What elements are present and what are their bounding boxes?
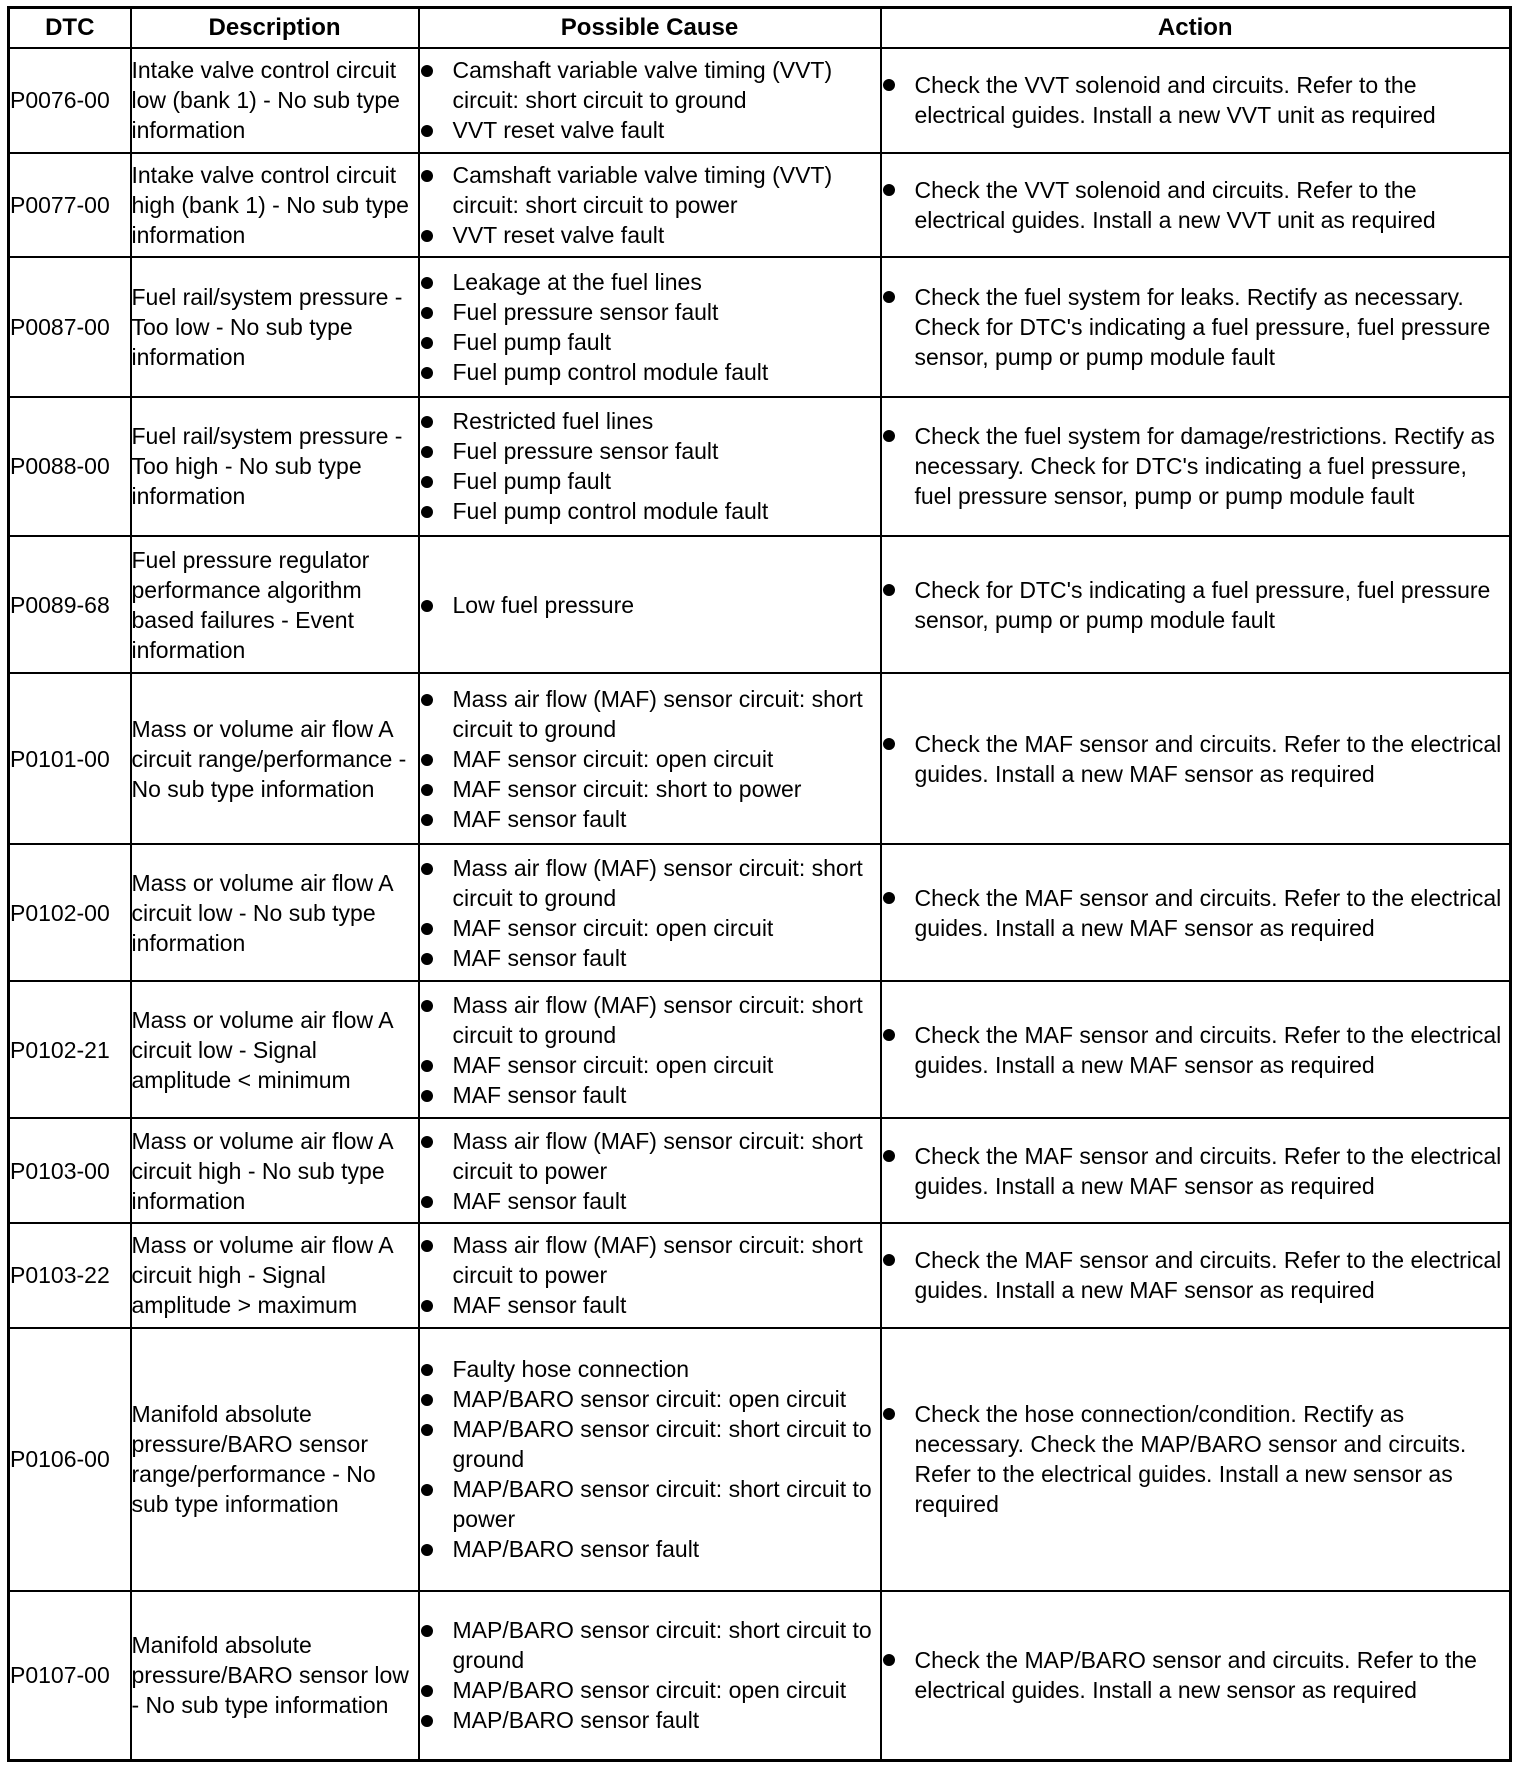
dtc-description: Mass or volume air flow A circuit low - No sub type information — [131, 844, 419, 981]
cause-item: Mass air flow (MAF) sensor circuit: short circuit to ground — [420, 990, 880, 1050]
cause-item: MAF sensor circuit: short to power — [420, 774, 880, 804]
dtc-description: Fuel rail/system pressure - Too high - No sub type information — [131, 397, 419, 536]
action-item: Check the MAF sensor and circuits. Refer to the electrical guides. Install a new MAF sensor as required — [882, 1141, 1510, 1201]
action-item: Check the VVT solenoid and circuits. Refer to the electrical guides. Install a new VVT unit as required — [882, 70, 1510, 130]
action-list — [882, 1141, 1510, 1201]
action-item: Check the MAF sensor and circuits. Refer to the electrical guides. Install a new MAF sensor as required — [882, 1245, 1510, 1305]
cause-list — [420, 1230, 880, 1320]
action-list — [882, 175, 1510, 235]
dtc-code: P0077-00 — [9, 153, 131, 258]
cause-item: Fuel pump fault — [420, 327, 880, 357]
dtc-code: P0088-00 — [9, 397, 131, 536]
cause-item: MAF sensor circuit: open circuit — [420, 744, 880, 774]
table-body — [9, 48, 1511, 1761]
cause-list — [420, 590, 880, 620]
cause-list — [420, 267, 880, 387]
dtc-code: P0089-68 — [9, 536, 131, 673]
cause-item: MAF sensor fault — [420, 943, 880, 973]
action-cell — [881, 257, 1511, 396]
action-list — [882, 421, 1510, 511]
cause-item: Faulty hose connection — [420, 1354, 880, 1384]
action-cell — [881, 1328, 1511, 1591]
action-cell — [881, 48, 1511, 153]
possible-cause-cell — [419, 257, 881, 396]
cause-item: Fuel pressure sensor fault — [420, 297, 880, 327]
cause-item: MAP/BARO sensor circuit: short circuit to ground — [420, 1615, 880, 1675]
possible-cause-cell — [419, 981, 881, 1118]
table-row — [9, 397, 1511, 536]
action-list — [882, 1645, 1510, 1705]
cause-item: Low fuel pressure — [420, 590, 880, 620]
cause-item: MAF sensor fault — [420, 1290, 880, 1320]
action-cell — [881, 844, 1511, 981]
table-row — [9, 1591, 1511, 1761]
cause-list — [420, 1354, 880, 1564]
action-list — [882, 1245, 1510, 1305]
dtc-description: Mass or volume air flow A circuit high - No sub type information — [131, 1118, 419, 1223]
action-item: Check the MAF sensor and circuits. Refer to the electrical guides. Install a new MAF sensor as required — [882, 729, 1510, 789]
dtc-table — [7, 6, 1512, 1762]
dtc-description: Mass or volume air flow A circuit range/performance - No sub type information — [131, 673, 419, 844]
table-row — [9, 981, 1511, 1118]
cause-item: Mass air flow (MAF) sensor circuit: short circuit to power — [420, 1126, 880, 1186]
action-cell — [881, 1118, 1511, 1223]
cause-item: VVT reset valve fault — [420, 115, 880, 145]
header-possible-cause: Possible Cause — [419, 8, 881, 49]
cause-item: VVT reset valve fault — [420, 220, 880, 250]
table-row — [9, 153, 1511, 258]
action-list — [882, 70, 1510, 130]
action-item: Check for DTC's indicating a fuel pressure, fuel pressure sensor, pump or pump module fault — [882, 575, 1510, 635]
table-row — [9, 673, 1511, 844]
action-item: Check the hose connection/condition. Rectify as necessary. Check the MAP/BARO sensor and circuits. Refer to the electrical guides. Install a new sensor as required — [882, 1399, 1510, 1519]
cause-item: MAF sensor circuit: open circuit — [420, 913, 880, 943]
dtc-code: P0102-00 — [9, 844, 131, 981]
action-cell — [881, 1223, 1511, 1328]
dtc-description: Fuel rail/system pressure - Too low - No sub type information — [131, 257, 419, 396]
cause-item: Fuel pump fault — [420, 466, 880, 496]
table-row — [9, 257, 1511, 396]
header-dtc: DTC — [9, 8, 131, 49]
table-row — [9, 1118, 1511, 1223]
dtc-description: Manifold absolute pressure/BARO sensor range/performance - No sub type information — [131, 1328, 419, 1591]
cause-item: Mass air flow (MAF) sensor circuit: short circuit to ground — [420, 853, 880, 913]
dtc-code: P0103-22 — [9, 1223, 131, 1328]
dtc-code: P0087-00 — [9, 257, 131, 396]
cause-item: MAP/BARO sensor circuit: open circuit — [420, 1384, 880, 1414]
action-cell — [881, 673, 1511, 844]
dtc-description: Intake valve control circuit low (bank 1) - No sub type information — [131, 48, 419, 153]
cause-item: Mass air flow (MAF) sensor circuit: short circuit to power — [420, 1230, 880, 1290]
header-description: Description — [131, 8, 419, 49]
cause-item: MAP/BARO sensor circuit: short circuit to ground — [420, 1414, 880, 1474]
cause-item: MAP/BARO sensor fault — [420, 1534, 880, 1564]
action-list — [882, 883, 1510, 943]
action-item: Check the MAF sensor and circuits. Refer to the electrical guides. Install a new MAF sensor as required — [882, 883, 1510, 943]
cause-item: Fuel pump control module fault — [420, 357, 880, 387]
action-item: Check the VVT solenoid and circuits. Refer to the electrical guides. Install a new VVT unit as required — [882, 175, 1510, 235]
possible-cause-cell — [419, 397, 881, 536]
cause-item: MAP/BARO sensor circuit: short circuit to power — [420, 1474, 880, 1534]
action-cell — [881, 1591, 1511, 1761]
table-row — [9, 1328, 1511, 1591]
cause-item: Restricted fuel lines — [420, 406, 880, 436]
table-row — [9, 1223, 1511, 1328]
cause-list — [420, 684, 880, 834]
table-header — [9, 8, 1511, 49]
cause-item: Camshaft variable valve timing (VVT) circuit: short circuit to power — [420, 160, 880, 220]
action-list — [882, 282, 1510, 372]
action-list — [882, 729, 1510, 789]
possible-cause-cell — [419, 48, 881, 153]
cause-item: MAP/BARO sensor fault — [420, 1705, 880, 1735]
cause-list — [420, 990, 880, 1110]
action-item: Check the fuel system for leaks. Rectify as necessary. Check for DTC's indicating a fuel pressure, fuel pressure sensor, pump or pump module fault — [882, 282, 1510, 372]
table-row — [9, 844, 1511, 981]
dtc-description: Mass or volume air flow A circuit low - Signal amplitude < minimum — [131, 981, 419, 1118]
cause-item: MAF sensor fault — [420, 1080, 880, 1110]
cause-item: MAP/BARO sensor circuit: open circuit — [420, 1675, 880, 1705]
action-item: Check the MAP/BARO sensor and circuits. Refer to the electrical guides. Install a new sensor as required — [882, 1645, 1510, 1705]
cause-item: MAF sensor circuit: open circuit — [420, 1050, 880, 1080]
cause-item: Camshaft variable valve timing (VVT) circuit: short circuit to ground — [420, 55, 880, 115]
cause-list — [420, 853, 880, 973]
cause-item: Fuel pump control module fault — [420, 496, 880, 526]
cause-item: Mass air flow (MAF) sensor circuit: short circuit to ground — [420, 684, 880, 744]
dtc-description: Mass or volume air flow A circuit high - Signal amplitude > maximum — [131, 1223, 419, 1328]
action-item: Check the fuel system for damage/restrictions. Rectify as necessary. Check for DTC's indicating a fuel pressure, fuel pressure sensor, pump or pump module fault — [882, 421, 1510, 511]
cause-item: MAF sensor fault — [420, 1186, 880, 1216]
action-list — [882, 1399, 1510, 1519]
possible-cause-cell — [419, 844, 881, 981]
dtc-code: P0106-00 — [9, 1328, 131, 1591]
action-cell — [881, 397, 1511, 536]
possible-cause-cell — [419, 1118, 881, 1223]
dtc-code: P0076-00 — [9, 48, 131, 153]
cause-item: Leakage at the fuel lines — [420, 267, 880, 297]
dtc-description: Fuel pressure regulator performance algorithm based failures - Event information — [131, 536, 419, 673]
possible-cause-cell — [419, 153, 881, 258]
dtc-code: P0107-00 — [9, 1591, 131, 1761]
cause-list — [420, 160, 880, 250]
cause-list — [420, 406, 880, 526]
possible-cause-cell — [419, 536, 881, 673]
dtc-description: Manifold absolute pressure/BARO sensor low - No sub type information — [131, 1591, 419, 1761]
dtc-description: Intake valve control circuit high (bank 1) - No sub type information — [131, 153, 419, 258]
action-list — [882, 575, 1510, 635]
possible-cause-cell — [419, 1223, 881, 1328]
table-row — [9, 48, 1511, 153]
dtc-code: P0101-00 — [9, 673, 131, 844]
action-cell — [881, 981, 1511, 1118]
action-list — [882, 1020, 1510, 1080]
possible-cause-cell — [419, 1591, 881, 1761]
cause-list — [420, 55, 880, 145]
header-action: Action — [881, 8, 1511, 49]
action-item: Check the MAF sensor and circuits. Refer to the electrical guides. Install a new MAF sensor as required — [882, 1020, 1510, 1080]
cause-list — [420, 1615, 880, 1735]
possible-cause-cell — [419, 673, 881, 844]
possible-cause-cell — [419, 1328, 881, 1591]
dtc-code: P0103-00 — [9, 1118, 131, 1223]
cause-item: MAF sensor fault — [420, 804, 880, 834]
cause-item: Fuel pressure sensor fault — [420, 436, 880, 466]
action-cell — [881, 536, 1511, 673]
header-row — [9, 8, 1511, 49]
action-cell — [881, 153, 1511, 258]
table-row — [9, 536, 1511, 673]
cause-list — [420, 1126, 880, 1216]
dtc-code: P0102-21 — [9, 981, 131, 1118]
